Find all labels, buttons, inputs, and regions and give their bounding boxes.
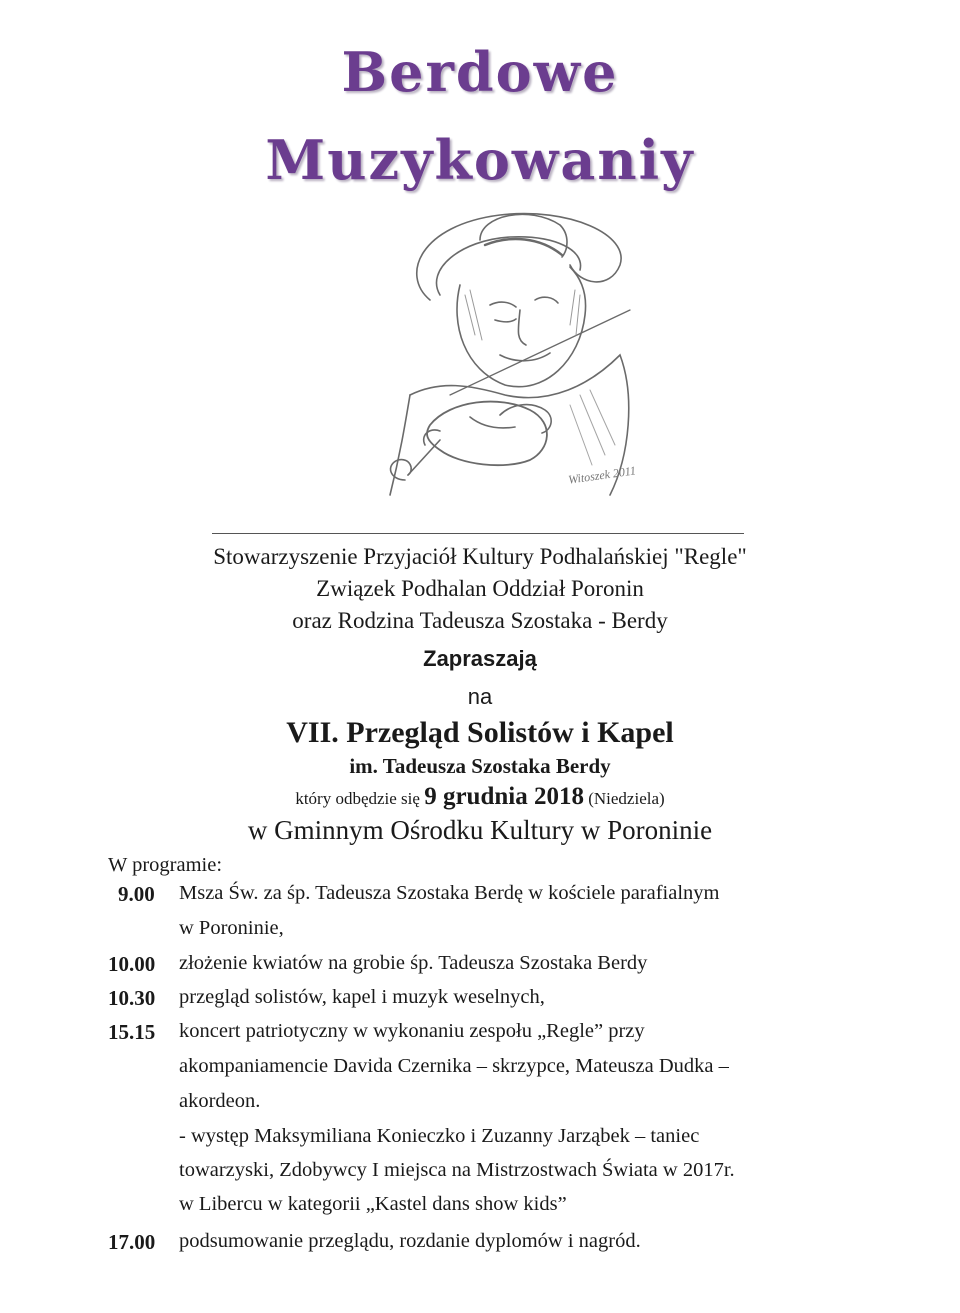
- program-item-3-line-1: przegląd solistów, kapel i muzyk weselnych,: [179, 986, 545, 1008]
- program-item-5-line-1: podsumowanie przeglądu, rozdanie dyplomów i nagród.: [179, 1230, 641, 1252]
- program-time-5: 17.00: [108, 1230, 156, 1254]
- program-item-1-line-2: w Poroninie,: [179, 917, 284, 939]
- organizer-1: Stowarzyszenie Przyjaciół Kultury Podhalańskiej "Regle": [213, 544, 747, 569]
- event-date: 9 grudnia 2018: [424, 783, 584, 810]
- invite-word: Zapraszają: [423, 646, 537, 671]
- event-date-line: [0, 783, 960, 811]
- program-time-3: 10.30: [108, 986, 156, 1010]
- program-item-4-line-2: akompaniamencie Davida Czernika – skrzypce, Mateusza Dudka –: [179, 1055, 729, 1077]
- organizer-3: oraz Rodzina Tadeusza Szostaka - Berdy: [292, 608, 668, 633]
- program-time-4: 15.15: [108, 1020, 156, 1044]
- divider: [212, 533, 744, 534]
- event-venue: w Gminnym Ośrodku Kultury w Poroninie: [247, 815, 713, 845]
- program-heading: W programie:: [108, 854, 223, 876]
- event-day: (Niedziela): [588, 789, 665, 808]
- date-prefix: który odbędzie się: [295, 789, 420, 808]
- organizer-2: Związek Podhalan Oddział Poronin: [316, 576, 644, 601]
- program-item-4-line-6: w Libercu w kategorii „Kastel dans show kids”: [179, 1193, 567, 1215]
- program-time-2: 10.00: [108, 952, 156, 976]
- program-item-1-line-1: Msza Św. za śp. Tadeusza Szostaka Berdę w kościele parafialnym: [179, 882, 720, 904]
- program-item-4-line-3: akordeon.: [179, 1090, 261, 1112]
- program-item-4-line-4: - występ Maksymiliana Konieczko i Zuzanny Jarząbek – taniec: [179, 1125, 700, 1147]
- invite-na: na: [467, 684, 493, 709]
- poster-title-line2: Muzykowaniy: [265, 128, 695, 192]
- poster-title-line1: Berdowe: [341, 40, 619, 104]
- program-item-4-line-1: koncert patriotyczny w wykonaniu zespołu „Regle” przy: [179, 1020, 645, 1042]
- event-subtitle: im. Tadeusza Szostaka Berdy: [349, 754, 611, 778]
- event-title: VII. Przegląd Solistów i Kapel: [286, 716, 674, 749]
- program-item-2-line-1: złożenie kwiatów na grobie śp. Tadeusza Szostaka Berdy: [179, 952, 648, 974]
- program-time-1: 9.00: [118, 882, 155, 906]
- sketch-signature: Witoszek 2011: [567, 463, 637, 487]
- program-item-4-line-5: towarzyski, Zdobywcy I miejsca na Mistrzostwach Świata w 2017r.: [179, 1159, 735, 1181]
